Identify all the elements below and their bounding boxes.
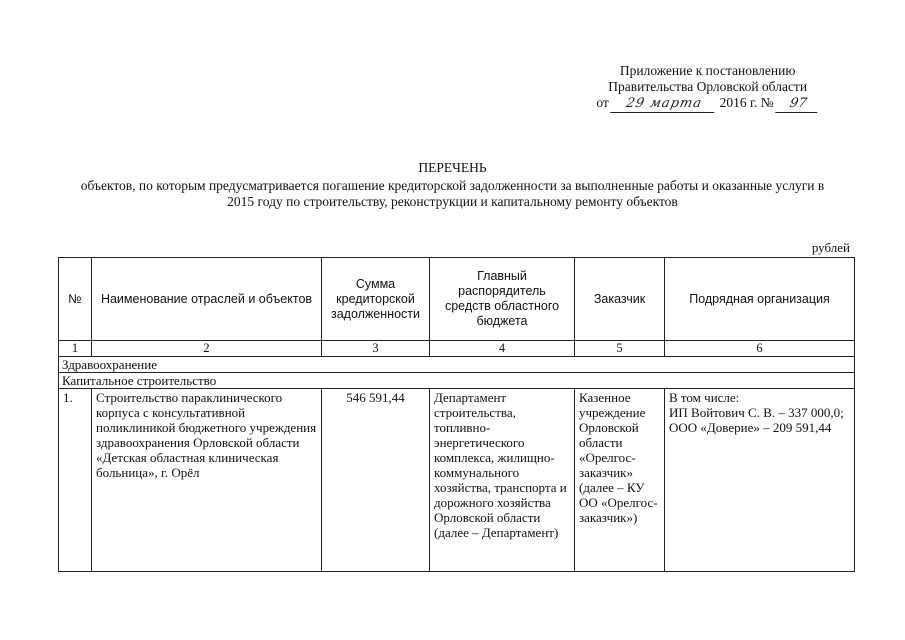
column-number: 4 xyxy=(430,341,575,357)
section-label: Здравоохранение xyxy=(59,357,855,373)
row-num: 1. xyxy=(59,389,92,572)
appendix-date-line xyxy=(596,95,819,113)
header-customer: Заказчик xyxy=(575,258,665,341)
currency-label: рублей xyxy=(811,240,850,255)
row-manager: Департамент строительства, топливно-энергетического комплекса, жилищно-коммунального хозяйства, транспорта и дорожного хозяйства Орловской области (далее – Департамент) xyxy=(430,389,575,572)
handwritten-date: 29 марта xyxy=(610,96,718,113)
column-number: 1 xyxy=(59,341,92,357)
column-number: 3 xyxy=(322,341,430,357)
contractor-item: ООО «Доверие» – 209 591,44 xyxy=(669,420,832,435)
subsection-row xyxy=(59,373,855,389)
row-amount: 546 591,44 xyxy=(322,389,430,572)
column-number: 6 xyxy=(665,341,855,357)
document-title xyxy=(0,160,905,210)
title-subtitle: объектов, по которым предусматривается погашение кредиторской задолженности за выполненные работы и оказанные услуги в 2015 году по строительству, реконструкции и капитальному ремонту объектов xyxy=(80,178,825,209)
handwritten-number: 97 xyxy=(775,96,821,113)
year-text: 2016 г. № xyxy=(719,95,774,110)
header-num: № xyxy=(59,258,92,341)
contractor-item: ИП Войтович С. В. – 337 000,0; xyxy=(669,405,844,420)
row-customer: Казенное учреждение Орловской области «Орелгос-заказчик» (далее – КУ ОО «Орелгос-заказчик») xyxy=(575,389,665,572)
header-name: Наименование отраслей и объектов xyxy=(92,258,322,341)
row-contractor xyxy=(665,389,855,572)
column-number-row xyxy=(59,341,855,357)
header-amount: Сумма кредиторской задолженности xyxy=(322,258,430,341)
row-name: Строительство параклинического корпуса с консультативной поликлиникой бюджетного учреждения здравоохранения Орловской области «Детская областная клиническая больница», г. Орёл xyxy=(92,389,322,572)
header-manager: Главный распорядитель средств областного бюджета xyxy=(430,258,575,341)
header-contractor: Подрядная организация xyxy=(665,258,855,341)
column-number: 5 xyxy=(575,341,665,357)
table-header-row xyxy=(59,258,855,341)
column-number: 2 xyxy=(92,341,322,357)
section-row xyxy=(59,357,855,373)
table-row xyxy=(59,389,855,572)
contractor-intro: В том числе: xyxy=(669,390,740,405)
objects-table xyxy=(58,257,855,572)
appendix-line-2: Правительства Орловской области xyxy=(608,79,808,94)
appendix-line-1: Приложение к постановлению xyxy=(619,63,796,78)
from-prefix: от xyxy=(596,95,609,110)
subsection-label: Капитальное строительство xyxy=(59,373,855,389)
appendix-header xyxy=(596,63,819,113)
title-heading: ПЕРЕЧЕНЬ xyxy=(418,160,487,175)
